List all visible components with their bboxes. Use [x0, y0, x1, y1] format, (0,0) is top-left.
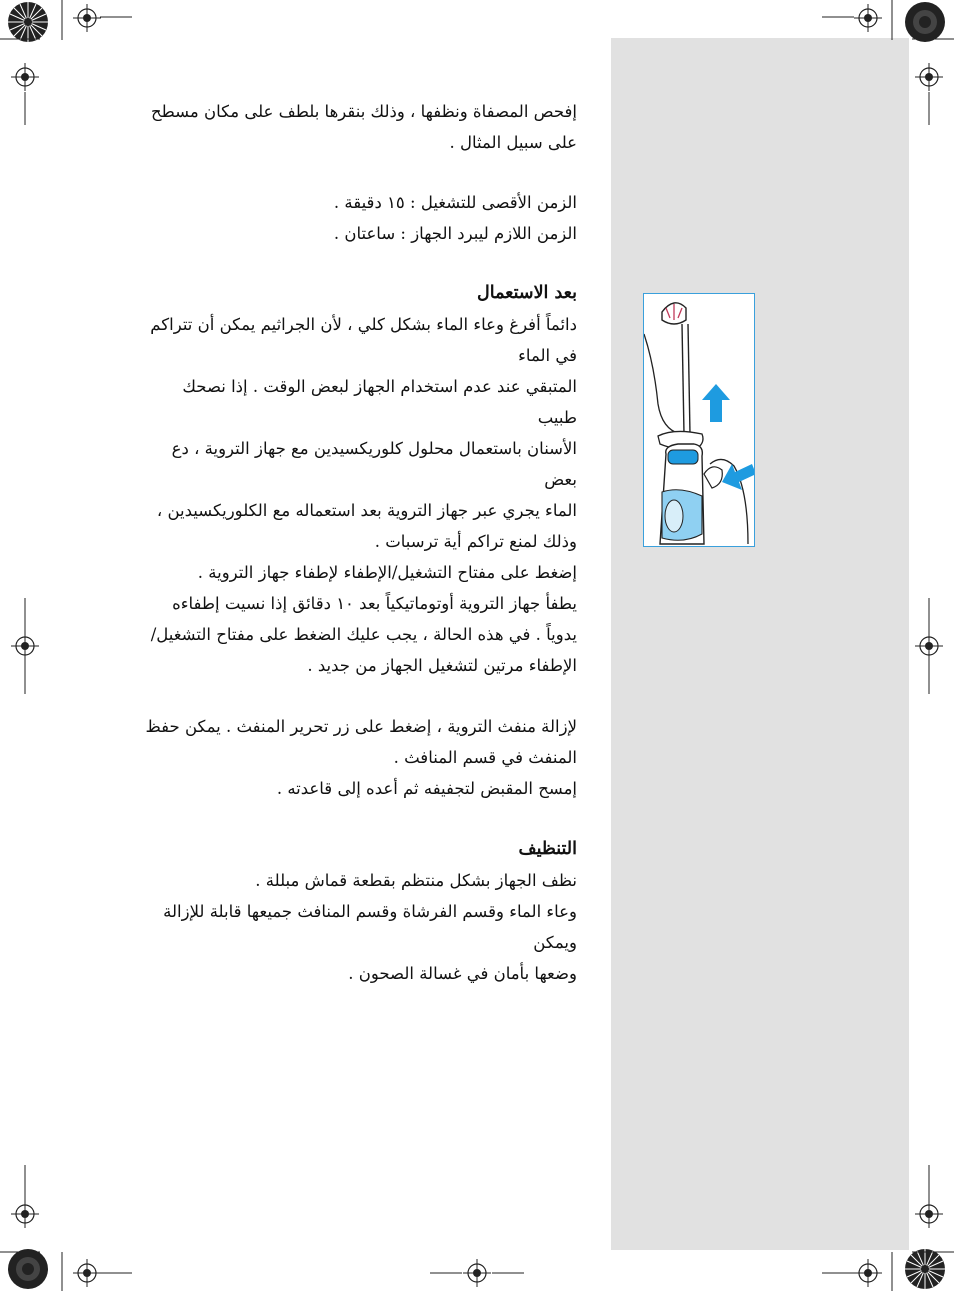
- cleaning-line: وعاء الماء وقسم الفرشاة وقسم المنافث جميعها قابلة للإزالة ويمكن: [163, 902, 577, 952]
- after-use-line: دائماً أفرغ وعاء الماء بشكل كلي ، لأن الجراثيم يمكن أن تتراكم في الماء: [150, 315, 577, 365]
- remove-nozzle-line: لإزالة منفث التروية ، إضغط على زر تحرير المنفث . يمكن حفظ: [145, 717, 577, 736]
- after-use-line: يدوياً . في هذه الحالة ، يجب عليك الضغط على مفتاح التشغيل/: [150, 625, 577, 644]
- after-use-line: الإطفاء مرتين لتشغيل الجهاز من جديد .: [307, 656, 577, 675]
- max-operating-time: الزمن الأقصى للتشغيل : ١٥ دقيقة .: [333, 193, 577, 212]
- after-use-line: الماء يجري عبر جهاز التروية بعد استعماله مع الكلوريكسيدين ،: [156, 501, 577, 520]
- after-use-heading: بعد الاستعمال: [477, 283, 577, 303]
- cleaning-heading: التنظيف: [518, 839, 577, 859]
- filter-check-line-2: على سبيل المثال .: [449, 133, 577, 152]
- remove-nozzle-line: المنفث في قسم المنافث .: [393, 748, 577, 767]
- after-use-line: الأسنان باستعمال محلول كلوريكسيدين مع جهاز التروية ، دع بعض: [171, 439, 577, 489]
- after-use-line: وذلك لمنع تراكم أية ترسبات .: [374, 532, 577, 551]
- cleaning-line: نظف الجهاز بشكل منتظم بقطعة قماش مبللة .: [255, 871, 577, 890]
- cleaning-line: وضعها بأمان في غسالة الصحون .: [348, 964, 577, 983]
- cooling-time: الزمن اللازم ليبرد الجهاز : ساعتان .: [333, 224, 577, 243]
- remove-nozzle-line: إمسح المقبض لتجفيفه ثم أعده إلى قاعدته .: [276, 779, 577, 798]
- after-use-line: إضغط على مفتاح التشغيل/الإطفاء لإطفاء جهاز التروية .: [197, 563, 577, 582]
- after-use-line: يطفأ جهاز التروية أوتوماتيكياً بعد ١٠ دقائق إذا نسيت إطفاءه: [172, 594, 577, 613]
- after-use-line: المتبقي عند عدم استخدام الجهاز لبعض الوقت . إذا نصحك طبيب: [182, 377, 577, 427]
- filter-check-line-1: إفحص المصفاة ونظفها ، وذلك بنقرها بلطف على مكان مسطح: [151, 102, 577, 121]
